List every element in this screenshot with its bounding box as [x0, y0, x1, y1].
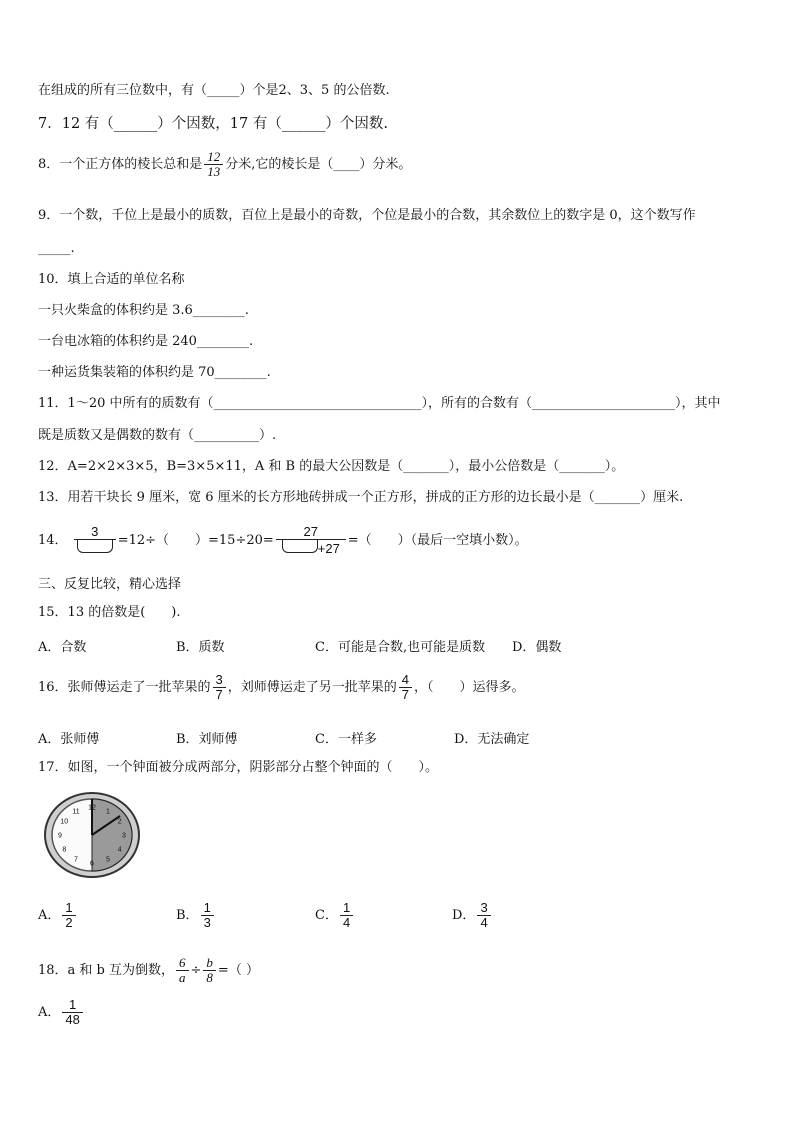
- clock-number: 11: [72, 808, 80, 816]
- question-10-item: 一种运货集装箱的体积约是 70________.: [38, 365, 271, 380]
- q17-option-c[interactable]: C． $\frac{1}{4}$: [315, 898, 355, 934]
- question-9-line2: _____.: [38, 241, 75, 256]
- blank-paren: [77, 540, 113, 553]
- question-15: 15．13 的倍数是( ).: [38, 605, 181, 620]
- fraction-6-over-a: $\frac{6}{a}$: [176, 956, 189, 985]
- clock-number: 2: [117, 818, 122, 826]
- q15-option-c[interactable]: C．可能是合数,也可能是质数: [315, 640, 486, 655]
- question-16: 16．张师傅运走了一批苹果的 $\frac{3}{7}$ ，刘师傅运走了另一批苹果的 $\frac{4}{7}$ ，（ ）运得多。: [38, 672, 525, 702]
- question-7: 7．12 有（______）个因数，17 有（______）个因数.: [38, 116, 388, 132]
- clock-number: 3: [122, 832, 126, 840]
- q16-option-d[interactable]: D．无法确定: [454, 732, 530, 747]
- question-10-item: 一只火柴盒的体积约是 3.6________.: [38, 303, 249, 318]
- q15-option-a[interactable]: A．合数: [38, 640, 87, 655]
- q16-option-b[interactable]: B．刘师傅: [176, 732, 238, 747]
- fraction-b-over-8: $\frac{b}{8}$: [203, 956, 216, 985]
- section-3-title: 三、反复比较，精心选择: [38, 577, 182, 592]
- fraction-1-2: $\frac{1}{2}$: [62, 901, 75, 930]
- q16-option-a[interactable]: A．张师傅: [38, 732, 100, 747]
- clock-number: 10: [60, 818, 69, 826]
- question-14: 14． 3 =12÷（ ）=15÷20= $\frac{27}{+27}$ =（ ）（最后一空填小数）。: [38, 524, 528, 556]
- question-12: 12．A=2×2×3×5，B=3×5×11，A 和 B 的最大公因数是（_______），最小公倍数是（_______）。: [38, 459, 625, 474]
- question-8: 8．一个正方体的棱长总和是 $\frac{12}{13}$ 分米,它的棱长是（____）分米。: [38, 149, 412, 179]
- clock-number: 6: [90, 860, 94, 868]
- q15-option-b[interactable]: B．质数: [176, 640, 225, 655]
- clock-number: 9: [58, 832, 62, 840]
- fraction-3-7: $\frac{3}{7}$: [213, 673, 226, 702]
- question-9-line1: 9．一个数，千位上是最小的质数，百位上是最小的奇数，个位是最小的合数，其余数位上的数字是 0，这个数写作: [38, 208, 696, 223]
- fraction-12-13: $\frac{12}{13}$: [204, 150, 223, 179]
- question-17: 17．如图，一个钟面被分成两部分，阴影部分占整个钟面的（ ）。: [38, 760, 439, 775]
- question-10-title: 10．填上合适的单位名称: [38, 272, 185, 287]
- fraction-3-4: $\frac{3}{4}$: [477, 901, 490, 930]
- q15-option-d[interactable]: D．偶数: [512, 640, 562, 655]
- q16-option-c[interactable]: C．一样多: [315, 732, 377, 747]
- fraction-4-7: $\frac{4}{7}$: [399, 673, 412, 702]
- fraction-1-3: $\frac{1}{3}$: [201, 901, 214, 930]
- question-11-line2: 既是质数又是偶数的数有（__________）.: [38, 428, 277, 443]
- question-11-line1: 11．1～20 中所有的质数有（________________________________），所有的合数有（______________________），其中: [38, 396, 721, 411]
- question-13: 13．用若干块长 9 厘米，宽 6 厘米的长方形地砖拼成一个正方形，拼成的正方形的边长最小是（_______）厘米.: [38, 490, 684, 505]
- q18-option-a[interactable]: A． $\frac{1}{48}$: [38, 996, 85, 1030]
- clock-face-image: [42, 790, 142, 880]
- fraction-1-48: $\frac{1}{48}$: [62, 998, 82, 1027]
- fraction-3-over-blank: 3: [74, 525, 116, 556]
- question-6: 在组成的所有三位数中，有（_____）个是2、3、5 的公倍数.: [38, 83, 390, 98]
- clock-number: 1: [106, 808, 110, 816]
- question-18: 18．a 和 b 互为倒数， $\frac{6}{a}$ ÷ $\frac{b}{8}$ =（ ）: [38, 955, 259, 985]
- clock-number: 5: [106, 856, 110, 864]
- clock-number: 7: [74, 856, 78, 864]
- q17-option-d[interactable]: D． $\frac{3}{4}$: [452, 898, 493, 934]
- fraction-1-4: $\frac{1}{4}$: [340, 901, 353, 930]
- clock-number: 8: [62, 846, 67, 854]
- clock-number: 12: [88, 804, 96, 812]
- clock-number: 4: [117, 846, 122, 854]
- fraction-27-over-blank: $\frac{27}{+27}$: [276, 525, 346, 556]
- q17-option-a[interactable]: A． $\frac{1}{2}$: [38, 898, 78, 934]
- q17-option-b[interactable]: B． $\frac{1}{3}$: [176, 898, 216, 934]
- question-10-item: 一台电冰箱的体积约是 240________.: [38, 334, 254, 349]
- blank-paren: [282, 540, 318, 553]
